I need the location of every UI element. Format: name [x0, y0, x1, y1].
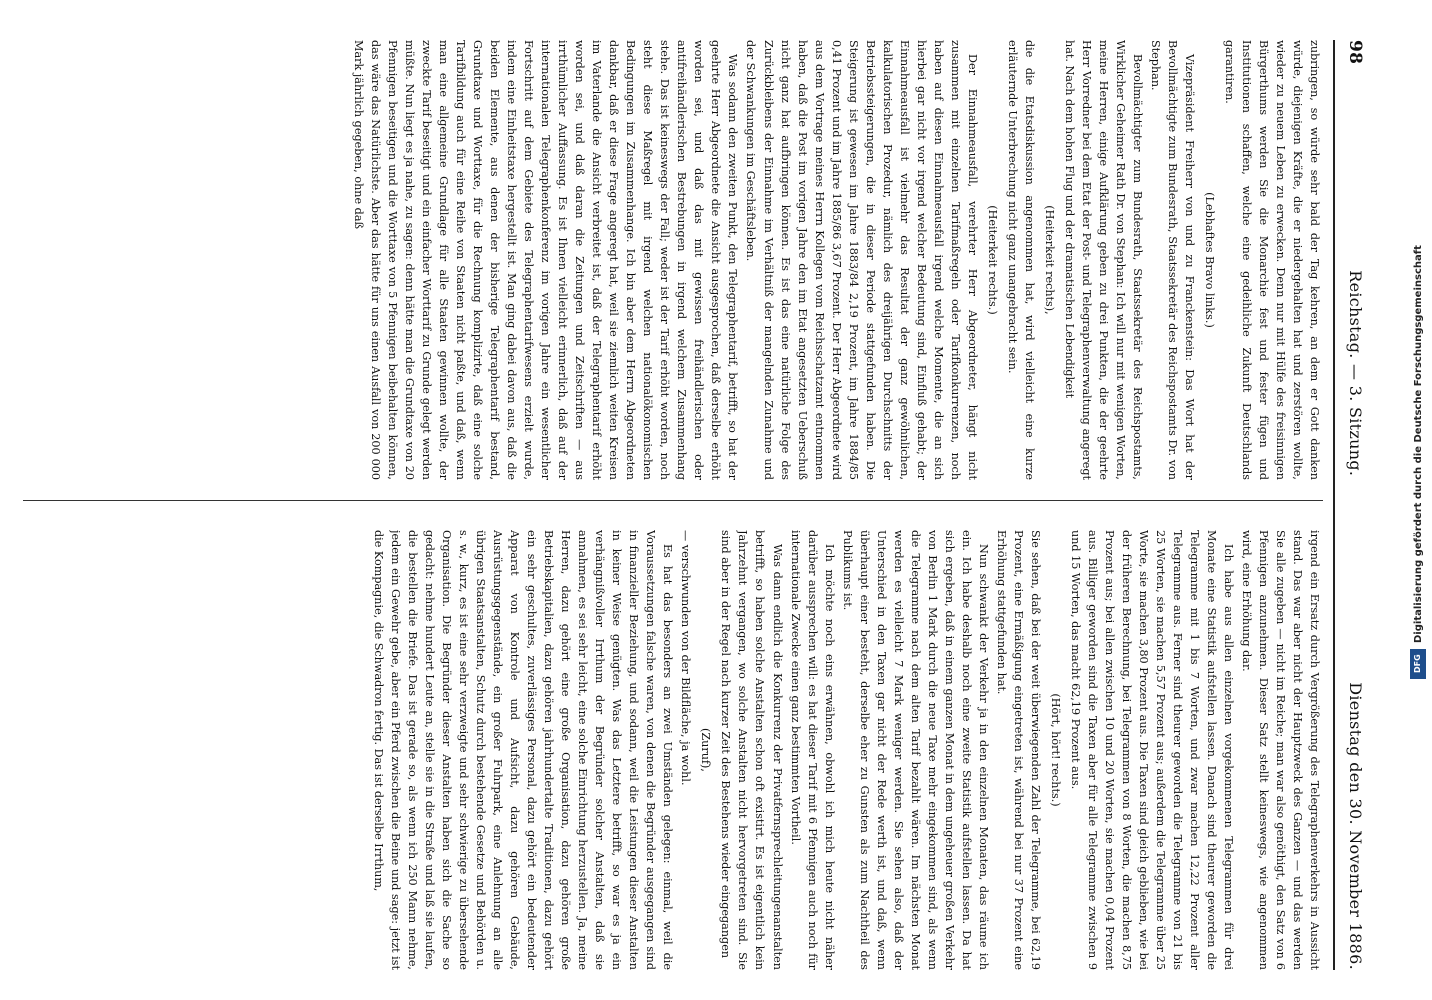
paragraph: die die Etatsdiskussion angenommen hat, wird vielleicht eine kurze erläuternde Unterbrechung nicht ganz unangebracht sein.	[1005, 40, 1036, 480]
text-column-left	[23, 40, 1323, 480]
paragraph: — verschwunden von der Bildfläche, ja wohl.	[679, 530, 693, 786]
session-title: Reichstag. — 3. Sitzung.	[1346, 270, 1365, 477]
column-divider	[23, 500, 1323, 501]
session-date: Dienstag den 30. November 1886.	[1346, 682, 1365, 970]
paragraph: Was sodann den zweiten Punkt, den Telegraphentarif, betrifft, so hat der geehrte Herr Abgeordnete die Ansicht ausgesprochen, daß derselbe erhöht worden sei, und daß das mit gewissen freihändlerischen oder antifreihändlerischen Bestrebungen in irgend welchem Zusammenhang stehe. Das ist keineswegs der Fall; weder ist der Tarif erhöht worden, noch steht diese Maßregel mit irgend welchen nationalökonomischen Bedingungen im Zusammenhange. Ich bin aber dem Herrn Abgeordneten dankbar, daß er diese Frage angeregt hat, weil sie ziemlich weiten Kreisen im Vaterlande die Ansicht verbreitet ist, daß der Telegraphentarif erhöht worden sei, und daß daran die Zeitungen und Zeitschriften — aus irrthümlicher Auffassung. Es ist Ihnen vielleicht erinnerlich, daß auf der internationalen Telegraphenkonferenz im vorigen Jahre ein wesentlicher Fortschritt auf dem Gebiete des Telegraphentarifwesens erzielt wurde, indem eine Einheitstaxe hergestellt ist. Man ging dabei davon aus, daß die beiden Elemente, aus denen der bisherige Telegraphentarif bestand, Grundtaxe und Worttaxe, für die Rechnung komplizirte, daß eine solche Tarifbildung auch für eine Reihe von Staaten nicht paßte, und daß, wenn man eine allgemeine Grundlage für alle Staaten gewinnen wollte, der zweckte Tarif beseitigt und ein einfacher Worttarif zu Grunde gelegt werden müßte. Nun liegt es ja nahe, zu sagen: denn hätte man die Grundtaxe von 20 Pfennigen beseitigen und die Worttaxe von 5 Pfennigen beibehalten können, das wäre das Natürlichste. Aber das hätte für uns einen Ausfall von 200 000 Mark jährlich gegeben, ohne daß	[352, 40, 740, 480]
interjection: (Heiterkeit rechts.)	[985, 205, 999, 315]
digitization-credit: Digitalisierung gefördert durch die Deutsche Forschungsgemeinschaft	[1412, 245, 1424, 643]
page-number: 98	[1345, 40, 1365, 65]
running-header	[1339, 40, 1365, 970]
paragraph: Der Einnahmeausfall, verehrter Herr Abgeordneter, hängt nicht zusammen mit einzelnen Tarifmaßregeln oder Tarifkonkurrenzen, noch haben auf diesen Einnahmeausfall irgend welche Momente, die an sich hierbei gar nicht vor irgend welcher Bedeutung sind, Einfluß gehabt; der Einnahmeausfall ist vielmehr das Resultat der ganz gewöhnlichen, kalkulatorischen Prozedur, nämlich des dreijährigen Durchschnitts der Betriebssteigerungen, die in dieser Periode stattgefunden haben. Die Steigerung ist gewesen im Jahre 1883/84 2,19 Prozent, im Jahre 1884/85 0,41 Prozent und im Jahre 1885/86 3,67 Prozent. Der Herr Abgeordnete wird aus dem Vortrage meines Herrn Kollegen vom Reichsschatzamt entnommen haben, daß die Post im vorigen Jahre den im Etat angesetzten Ueberschuß nicht ganz hat aufbringen können. Es ist das eine natürliche Folge des Zurückbleibens der Einnahme im Verhältniß der mangelnden Zunahme und der Schwankungen im Geschäftsleben.	[744, 40, 979, 480]
paragraph: Es hat das besonders an zwei Umständen gelegen: einmal, weil die Voraussetzungen falsche waren, von denen die Begründer ausgegangen sind in finanzieller Beziehung, und sodann, weil die Leistungen dieser Anstalten in keiner Weise genügten. Was das Letztere betrifft, so war es ja ein verhängnißvoller Irrthum der Begründer solcher Anstalten, daß sie annahmen, es sei sehr leicht, eine solche Einrichtung herzustellen. Ja, meine Herren, dazu gehört eine große Organisation, dazu gehören große Betriebskapitalien, dazu gehören jahrhundertalte Traditionen, dazu gehört ein sehr geschultes, zuverlässiges Personal, dazu gehört ein bedeutender Apparat von Kontrole und Aufsicht, dazu gehören Gebäude, Ausrüstungsgegenstände, ein großer Fuhrpark, eine Anlehnung an alle übrigen Staatsanstalten, Schutz durch bestehende Gesetze und Behörden u. s. w., kurz, es ist eine sehr verzweigte und sehr schwierige zu übersehende Organisation. Die Begründer dieser Anstalten haben sich die Sache so gedacht: nehme hundert Leute an, stelle sie in die Straße und laß sie laufen, die bestellen die Briefe. Das ist gerade so, als wenn ich 250 Mann nehme, jedem ein Gewehr gebe, aber ein Pferd zwischen die Beine und sage: jetzt ist die Kompagnie, die Schwadron fertig. Das ist derselbe Irrthum,	[372, 530, 675, 970]
paragraph: Ich möchte noch eins erwähnen, obwohl ich mich heute nicht näher darüber aussprechen will: es hat dieser Tarif mit 6 Pfennigen auch noch für internationale Zwecke einen ganz bestimmten Vortheil.	[788, 530, 836, 970]
paragraph: Was dann endlich die Konkurrenz der Privatfernsprechleitungenanstalten betrifft, so haben solche Anstalten schon oft existirt. Es ist eigentlich kein Jahrzehnt vergangen, wo solche Anstalten nicht hervorgetreten sind. Sie sind aber in der Regel nach kurzer Zeit des Bestehens wieder eingegangen	[719, 530, 784, 970]
paragraph: Bevollmächtigter zum Bundesrath, Staatssekretär des Reichspostamts, Wirklicher Geheimer Rath Dr. von Stephan: Ich will nur mit wenigen Worten, meine Herren, einige Aufklärung geben zu drei Punkten, die der geehrte Herr Vorredner bei dem Etat der Post- und Telegraphenverwaltung angeregt hat. Nach dem hohen Flug und der dramatischen Lebendigkeit	[1062, 40, 1144, 480]
paragraph: irgend ein Ersatz durch Vergrößerung des Telegraphenverkehrs in Aussicht stand. Das war aber nicht der Hauptzweck des Ganzen — und das werden Sie alle zugeben — nicht im Reiche; man war also genöthigt, den Satz von 6 Pfennigen anzunehmen. Dieser Satz stellt keineswegs, wie angenommen wird, eine Erhöhung dar.	[1239, 530, 1321, 970]
paragraph: Nun schwankt der Verkehr ja in den einzelnen Monaten, das räume ich ein. Ich habe deshalb noch eine zweite Statistik aufstellen lassen. Da hat sich ergeben, daß in einem ganzen Monat in dem ungeheuer großen Verkehr von Berlin 1 Mark durch die neue Taxe mehr eingekommen sind, als wenn die Telegramme nach dem alten Tarif bezahlt wären. Im nächsten Monat werden es vielleicht 7 Mark weniger werden. Sie sehen also, daß der Unterschied in den Taxen gar nicht der Rede werth ist, und daß, wenn überhaupt einer besteht, derselbe eher zu Gunsten als zum Nachtheil des Publikums ist.	[840, 530, 990, 970]
text-column-right	[23, 530, 1323, 970]
paragraph: Vizepräsident Freiherr von und zu Franckenstein: Das Wort hat der Bevollmächtigte zum Bundesrath, Staatssekretär des Reichspostamts Dr. von Stephan.	[1148, 40, 1196, 480]
paragraph: Ich habe aus allen einzelnen vorgekommenen Telegrammen für drei Monate eine Statistik aufstellen lassen. Danach sind theurer geworden die Telegramme mit 1 bis 7 Worten, und zwar machen 12,22 Prozent aller Telegramme aus. Ferner sind theurer geworden die Telegramme von 21 bis 25 Worten, sie machen 5,57 Prozent aus; außerdem die Telegramme über 25 Worte, sie machen 3,80 Prozent aus. Die Taxen sind gleich geblieben, wie bei der früheren Berechnung, bei Telegrammen von 8 Worten, die machen 8,75 Prozent aus; bei allen zwischen 10 und 20 Worten, sie machen 0,04 Prozent aus. Billiger geworden sind die Taxen aber für alle Telegramme zwischen 9 und 15 Worten, das macht 62,19 Prozent aus.	[1068, 530, 1235, 970]
paragraph: Sie sehen, daß bei der weit überwiegenden Zahl der Telegramme, bei 62,19 Prozent, eine Ermäßigung eingetreten ist, während bei nur 37 Prozent eine Erhöhung stattgefunden hat.	[994, 530, 1042, 970]
interjection: (Hört, hört! rechts.)	[1048, 693, 1062, 807]
interjection: (Zuruf),	[699, 728, 713, 772]
interjection: (Heiterkeit rechts),	[1042, 205, 1056, 315]
paragraph: zubringen, so würde sehr bald der Tag kehren, an dem er Gott danken würde, diejenigen Kräfte, die er niedergehalten hat und zerstören wollte, wieder zu neuem Leben zu erwecken. Denn nur mit Hülfe des freisinnigen Bürgerthums werden Sie die Monarchie fest und fester fügen und Institutionen schaffen, welche eine gedeihliche Zukunft Deutschlands garantiren.	[1222, 40, 1321, 480]
dfg-logo-icon: DFG	[1410, 649, 1426, 679]
interjection: (Lebhaftes Bravo links.)	[1202, 192, 1216, 328]
digitization-note	[1406, 6, 1430, 996]
header-rule	[1333, 40, 1335, 970]
